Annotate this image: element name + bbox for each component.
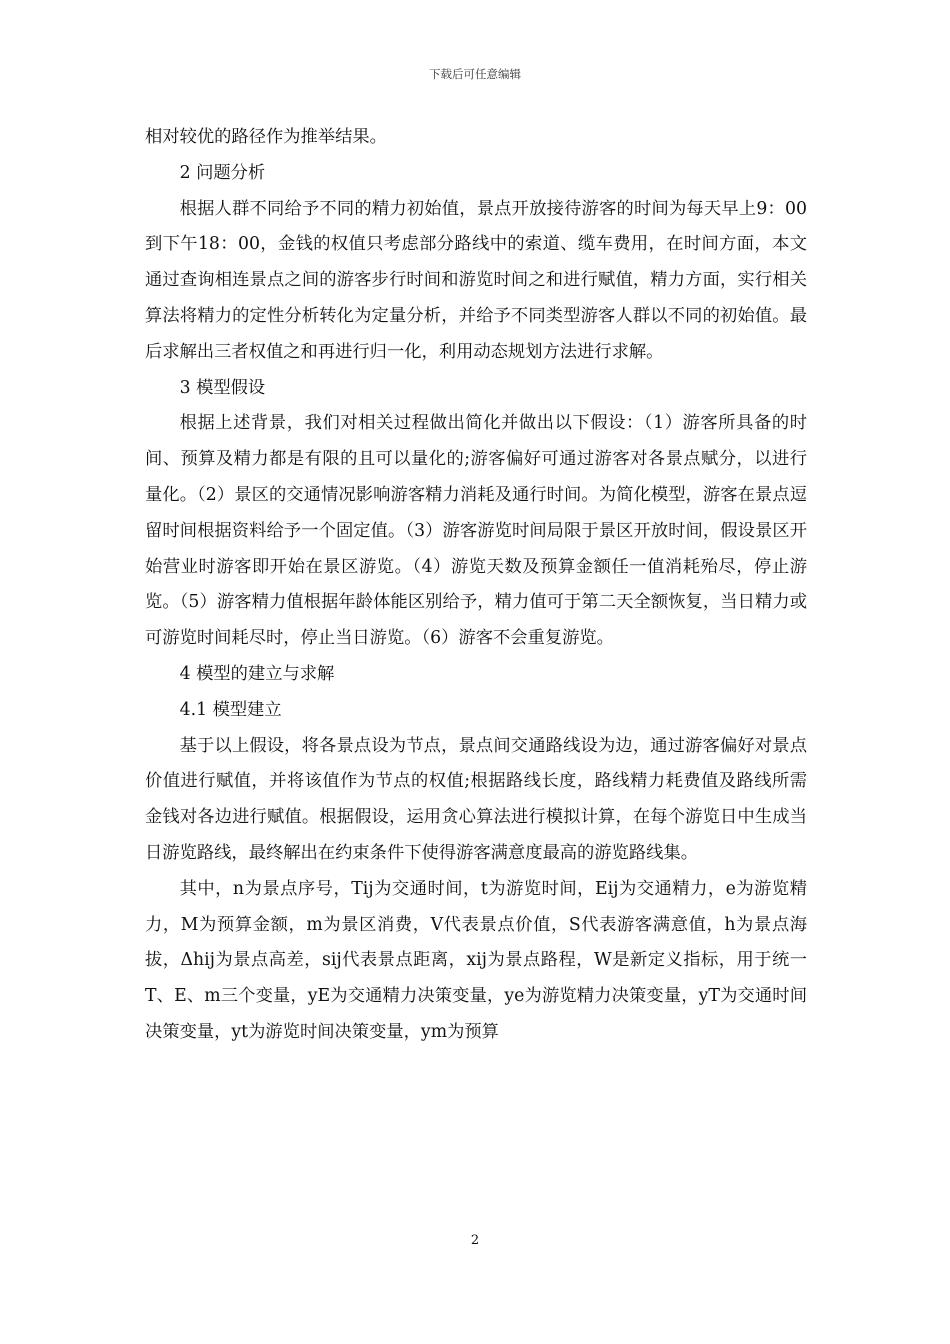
page-header: 下载后可任意编辑	[429, 67, 521, 81]
section-heading-2: 2 问题分析	[179, 162, 266, 183]
paragraph-model-building: 基于以上假设，将各景点设为节点，景点间交通路线设为边，通过游客偏好对景点价值进行赋值，并将该值作为节点的权值;根据路线长度，路线精力耗费值及路线所需金钱对各边进行赋值。根据假设，运用贪心算法进行模拟计算，在每个游览日中生成当日游览路线，最终解出在约束条件下使得游客满意度最高的游览路线集。	[145, 735, 807, 863]
paragraph-continuation: 相对较优的路径作为推举结果。	[145, 127, 387, 147]
page-number: 2	[470, 1233, 480, 1248]
document-body	[145, 120, 807, 1051]
paragraph-problem-analysis: 根据人群不同给予不同的精力初始值，景点开放接待游客的时间为每天早上9：00到下午18：00，金钱的权值只考虑部分路线中的索道、缆车费用，在时间方面，本文通过查询相连景点之间的游客步行时间和游览时间之和进行赋值，精力方面，实行相关算法将精力的定性分析转化为定量分析，并给予不同类型游客人群以不同的初始值。最后求解出三者权值之和再进行归一化，利用动态规划方法进行求解。	[145, 198, 807, 362]
section-heading-3: 3 模型假设	[179, 377, 266, 398]
paragraph-variable-definitions: 其中，n为景点序号，Tij为交通时间，t为游览时间，Eij为交通精力，e为游览精力，M为预算金额，m为景区消费，V代表景点价值，S代表游客满意值，h为景点海拔，Δhij为景点高差，sij代表景点距离，xij为景点路程，W是新定义指标，用于统一T、E、m三个变量，yE为交通精力决策变量，ye为游览精力决策变量，yT为交通时间决策变量，yt为游览时间决策变量，ym为预算	[145, 878, 807, 1042]
paragraph-assumptions: 根据上述背景，我们对相关过程做出简化并做出以下假设：（1）游客所具备的时间、预算及精力都是有限的且可以量化的;游客偏好可通过游客对各景点赋分，以进行量化。（2）景区的交通情况影响游客精力消耗及通行时间。为简化模型，游客在景点逗留时间根据资料给予一个固定值。（3）游客游览时间局限于景区开放时间，假设景区开始营业时游客即开始在景区游览。（4）游览天数及预算金额任一值消耗殆尽，停止游览。（5）游客精力值根据年龄体能区别给予，精力值可于第二天全额恢复，当日精力或可游览时间耗尽时，停止当日游览。（6）游客不会重复游览。	[145, 413, 807, 649]
subsection-heading-4-1: 4.1 模型建立	[179, 699, 282, 720]
section-heading-4: 4 模型的建立与求解	[179, 663, 335, 684]
